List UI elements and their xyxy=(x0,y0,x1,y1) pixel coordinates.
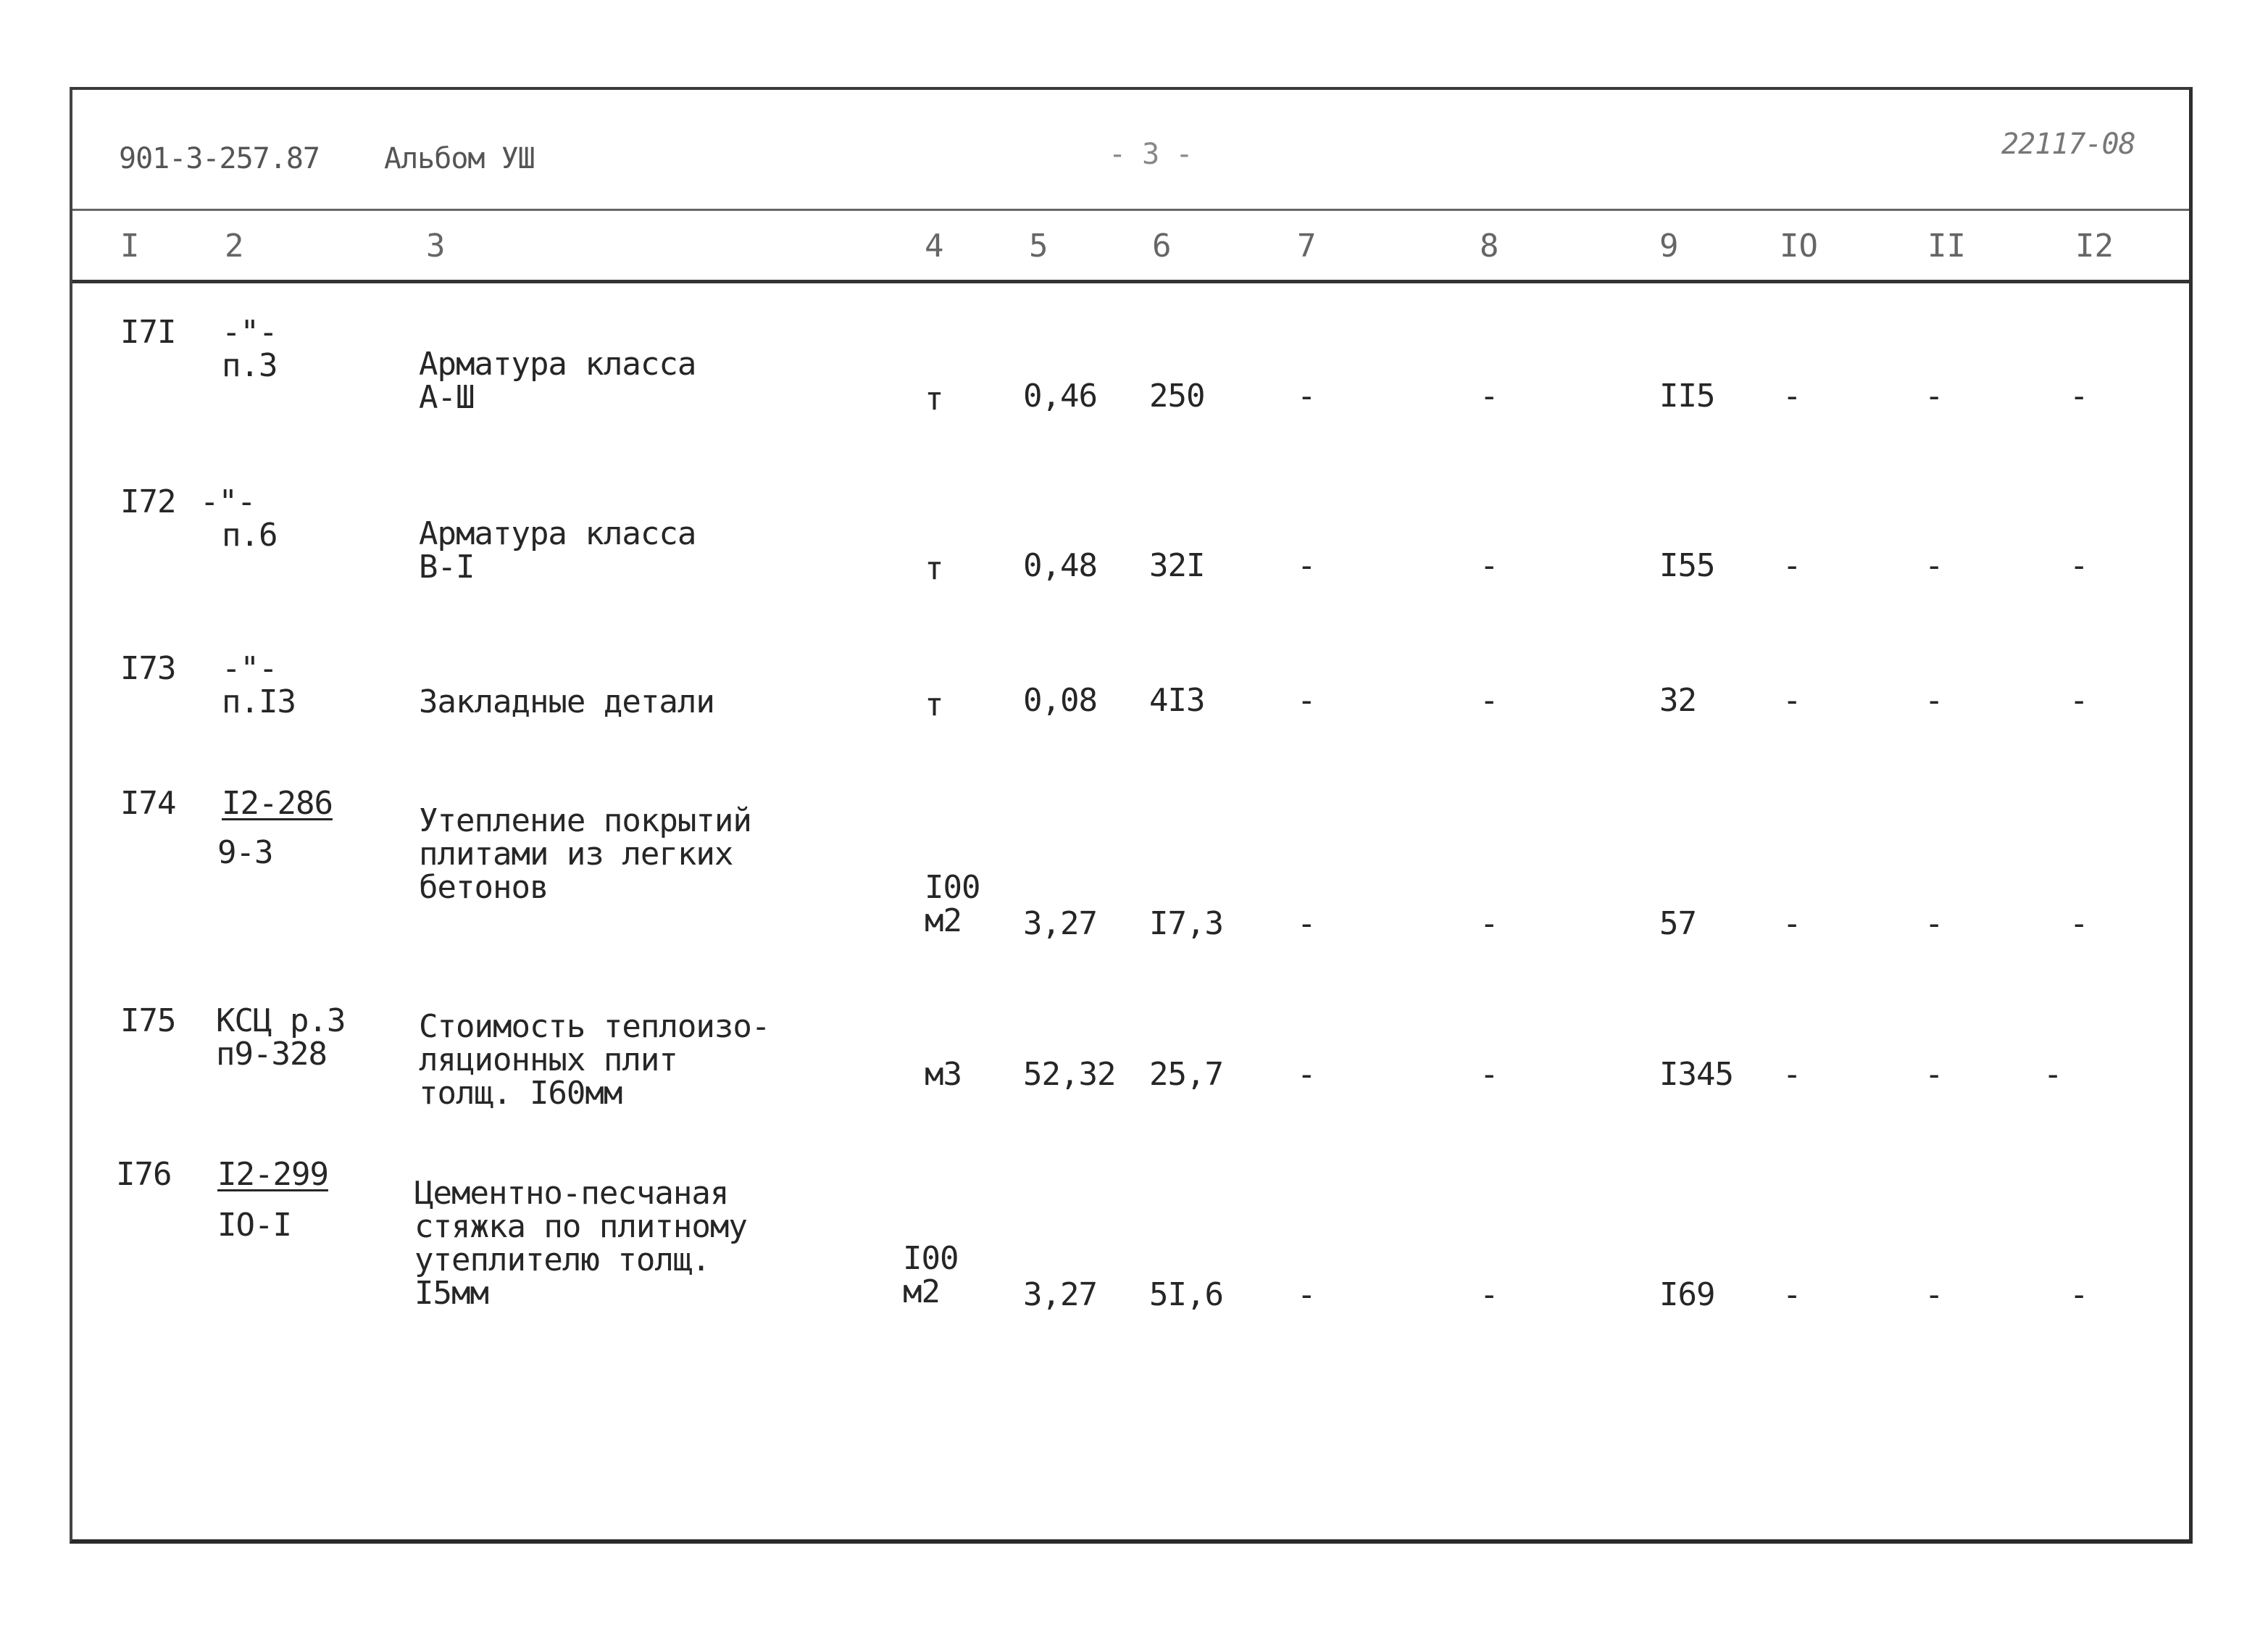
document-code: 901-3-257.87 xyxy=(119,142,320,175)
row-unit-price: 4I3 xyxy=(1149,682,1205,719)
row-unit-price: 5I,6 xyxy=(1149,1276,1223,1313)
document-number: 22117-08 xyxy=(2001,128,2135,161)
row-unit-price: I7,3 xyxy=(1149,905,1223,942)
row-unit: т xyxy=(925,550,943,587)
row-reference-ditto: -"- xyxy=(222,650,278,687)
column-number: 6 xyxy=(1152,228,1172,265)
row-col12: - xyxy=(2069,1276,2088,1313)
row-col12: - xyxy=(2069,547,2088,584)
row-number: I7I xyxy=(120,314,176,351)
album-label: Альбом УШ xyxy=(384,142,535,175)
row-reference-item: п.3 xyxy=(222,347,278,384)
row-unit: м3 xyxy=(925,1056,962,1093)
row-unit: I00 м2 xyxy=(925,869,980,939)
row-description: Стоимость теплоизо- ляционных плит толщ. I60мм xyxy=(419,1008,770,1112)
row-reference-item: 9-3 xyxy=(217,834,273,871)
column-number: IO xyxy=(1780,228,1818,265)
row-col7: - xyxy=(1297,1056,1316,1093)
row-reference-item: IO-I xyxy=(217,1207,291,1244)
column-number: I xyxy=(120,228,140,265)
row-reference-catalog: КСЦ р.3 xyxy=(216,1002,346,1039)
row-col7: - xyxy=(1297,378,1316,415)
column-number: I2 xyxy=(2075,228,2114,265)
row-quantity: 0,48 xyxy=(1023,547,1097,584)
row-number: I73 xyxy=(120,650,176,687)
column-number: 2 xyxy=(225,228,244,265)
row-quantity: 3,27 xyxy=(1023,1276,1097,1313)
row-description: Закладные детали xyxy=(419,683,714,720)
row-col8: - xyxy=(1480,378,1498,415)
row-col7: - xyxy=(1297,1276,1316,1313)
row-number: I75 xyxy=(120,1002,176,1039)
row-reference-ditto: -"- xyxy=(222,314,278,351)
page-number: - 3 - xyxy=(1109,138,1193,171)
row-unit: т xyxy=(925,380,943,417)
row-reference-item: п.I3 xyxy=(222,683,296,720)
row-quantity: 52,32 xyxy=(1023,1056,1116,1093)
row-col7: - xyxy=(1297,682,1316,719)
row-col8: - xyxy=(1480,1056,1498,1093)
row-description: Арматура класса В-I xyxy=(419,515,696,586)
row-reference-ditto: -"- xyxy=(200,483,256,520)
row-unit-price: 250 xyxy=(1149,378,1205,415)
row-quantity: 0,08 xyxy=(1023,682,1097,719)
row-col12: - xyxy=(2069,682,2088,719)
row-col8: - xyxy=(1480,905,1498,942)
row-unit-price: 32I xyxy=(1149,547,1205,584)
row-col7: - xyxy=(1297,547,1316,584)
row-col7: - xyxy=(1297,905,1316,942)
row-reference-norm: I2-286 xyxy=(222,785,333,822)
row-number: I76 xyxy=(116,1156,172,1193)
row-col9: I345 xyxy=(1659,1056,1733,1093)
row-col10: - xyxy=(1783,1056,1801,1093)
row-col12: - xyxy=(2069,905,2088,942)
row-col10: - xyxy=(1783,378,1801,415)
row-col10: - xyxy=(1783,682,1801,719)
row-col9: 32 xyxy=(1659,682,1696,719)
row-description: Арматура класса А-Ш xyxy=(419,346,696,416)
column-number: 7 xyxy=(1297,228,1317,265)
column-number: 8 xyxy=(1480,228,1499,265)
row-unit: т xyxy=(925,686,943,723)
column-number: 4 xyxy=(925,228,944,265)
row-reference-item: п.6 xyxy=(222,517,278,554)
column-header-rule xyxy=(72,280,2189,283)
row-col11: - xyxy=(1925,378,1943,415)
row-col10: - xyxy=(1783,1276,1801,1313)
row-col11: - xyxy=(1925,1276,1943,1313)
row-number: I74 xyxy=(120,785,176,822)
row-col11: - xyxy=(1925,905,1943,942)
row-col11: - xyxy=(1925,547,1943,584)
row-unit-price: 25,7 xyxy=(1149,1056,1223,1093)
row-col9: II5 xyxy=(1659,378,1715,415)
row-col9: 57 xyxy=(1659,905,1696,942)
row-description: Цементно-песчаная стяжка по плитному утеплителю толщ. I5мм xyxy=(414,1175,747,1312)
row-reference-norm: I2-299 xyxy=(217,1156,328,1193)
row-quantity: 3,27 xyxy=(1023,905,1097,942)
column-number: 9 xyxy=(1659,228,1679,265)
column-number: 3 xyxy=(426,228,446,265)
column-number: 5 xyxy=(1029,228,1048,265)
row-description: Утепление покрытий плитами из легких бетонов xyxy=(419,802,751,906)
row-col8: - xyxy=(1480,547,1498,584)
column-number: II xyxy=(1927,228,1966,265)
row-col12: - xyxy=(2043,1056,2062,1093)
row-quantity: 0,46 xyxy=(1023,378,1097,415)
row-col11: - xyxy=(1925,1056,1943,1093)
row-col11: - xyxy=(1925,682,1943,719)
row-col8: - xyxy=(1480,1276,1498,1313)
row-col9: I69 xyxy=(1659,1276,1715,1313)
row-col8: - xyxy=(1480,682,1498,719)
row-col10: - xyxy=(1783,547,1801,584)
row-col9: I55 xyxy=(1659,547,1715,584)
row-number: I72 xyxy=(120,483,176,520)
document-sheet xyxy=(70,87,2193,1544)
row-col12: - xyxy=(2069,378,2088,415)
row-reference-item: п9-328 xyxy=(216,1036,327,1073)
row-unit: I00 м2 xyxy=(903,1240,959,1310)
header-rule xyxy=(72,209,2189,211)
row-col10: - xyxy=(1783,905,1801,942)
